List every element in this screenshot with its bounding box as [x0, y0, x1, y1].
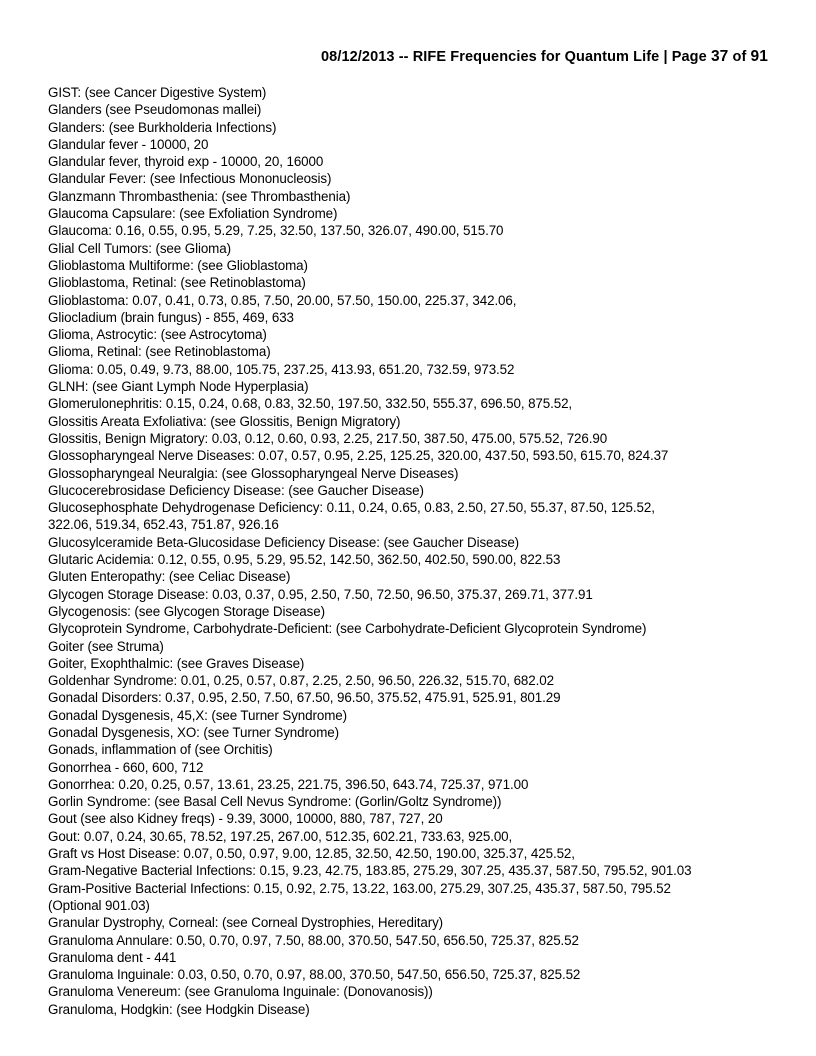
frequency-entry: [48, 759, 788, 776]
entry-line: Glandular fever - 10000, 20: [48, 136, 209, 152]
frequency-entry: [48, 482, 788, 499]
frequency-entry: [48, 620, 788, 637]
frequency-entry: [48, 586, 788, 603]
frequency-entry: [48, 292, 788, 309]
frequency-entry: [48, 343, 788, 360]
entry-line: GLNH: (see Giant Lymph Node Hyperplasia): [48, 379, 309, 395]
entry-line: Glomerulonephritis: 0.15, 0.24, 0.68, 0.83, 32.50, 197.50, 332.50, 555.37, 696.50, 875.52,: [48, 396, 573, 412]
entry-line: Gout (see also Kidney freqs) - 9.39, 3000, 10000, 880, 787, 727, 20: [48, 811, 443, 827]
frequency-entry: [48, 395, 788, 412]
entry-line: Glioma, Astrocytic: (see Astrocytoma): [48, 327, 267, 343]
entry-line: Glioblastoma: 0.07, 0.41, 0.73, 0.85, 7.50, 20.00, 57.50, 150.00, 225.37, 342.06,: [48, 292, 517, 308]
frequency-entry-list: [48, 84, 788, 1018]
entry-line: Gram-Positive Bacterial Infections: 0.15, 0.92, 2.75, 13.22, 163.00, 275.29, 307.25, 435.37, 587.50, 795.52: [48, 880, 671, 896]
frequency-entry: [48, 793, 788, 810]
frequency-entry: [48, 257, 788, 274]
entry-line: Glycoprotein Syndrome, Carbohydrate-Deficient: (see Carbohydrate-Deficient Glycoprotein Syndrome): [48, 621, 647, 637]
entry-line: Gonadal Dysgenesis, XO: (see Turner Syndrome): [48, 724, 339, 740]
frequency-entry: [48, 170, 788, 187]
frequency-entry: [48, 378, 788, 395]
entry-line: Gonadal Dysgenesis, 45,X: (see Turner Syndrome): [48, 707, 347, 723]
entry-line: Granuloma Venereum: (see Granuloma Inguinale: (Donovanosis)): [48, 984, 433, 1000]
frequency-entry: [48, 741, 788, 758]
entry-line: Glycogen Storage Disease: 0.03, 0.37, 0.95, 2.50, 7.50, 72.50, 96.50, 375.37, 269.71, 377.91: [48, 586, 593, 602]
frequency-entry: [48, 949, 788, 966]
entry-continuation-line: (Optional 901.03): [48, 897, 150, 913]
frequency-entry: [48, 205, 788, 222]
header-date: 08/12/2013: [321, 49, 395, 65]
frequency-entry: [48, 447, 788, 464]
entry-line: Glaucoma: 0.16, 0.55, 0.95, 5.29, 7.25, 32.50, 137.50, 326.07, 490.00, 515.70: [48, 223, 504, 239]
entry-line: Gonorrhea: 0.20, 0.25, 0.57, 13.61, 23.25, 221.75, 396.50, 643.74, 725.37, 971.00: [48, 776, 529, 792]
header-title: RIFE Frequencies for Quantum Life: [412, 49, 660, 65]
frequency-entry: [48, 776, 788, 793]
frequency-entry: [48, 430, 788, 447]
frequency-entry: [48, 326, 788, 343]
entry-line: Gout: 0.07, 0.24, 30.65, 78.52, 197.25, 267.00, 512.35, 602.21, 733.63, 925.00,: [48, 828, 513, 844]
entry-line: Granuloma, Hodgkin: (see Hodgkin Disease): [48, 1001, 310, 1017]
frequency-entry: [48, 638, 788, 655]
entry-line: Glanzmann Thrombasthenia: (see Thrombasthenia): [48, 188, 351, 204]
entry-line: Glucocerebrosidase Deficiency Disease: (see Gaucher Disease): [48, 482, 424, 498]
frequency-entry: [48, 689, 788, 706]
frequency-entry: [48, 84, 788, 101]
frequency-entry: [48, 188, 788, 205]
entry-line: Gorlin Syndrome: (see Basal Cell Nevus Syndrome: (Gorlin/Goltz Syndrome)): [48, 794, 502, 810]
entry-line: Granuloma Annulare: 0.50, 0.70, 0.97, 7.50, 88.00, 370.50, 547.50, 656.50, 725.37, 825.52: [48, 932, 579, 948]
entry-line: Glossopharyngeal Nerve Diseases: 0.07, 0.57, 0.95, 2.25, 125.25, 320.00, 437.50, 593.50, 615.70, 824.37: [48, 448, 669, 464]
header-separator: --: [394, 49, 413, 65]
frequency-entry: [48, 932, 788, 949]
entry-line: Glial Cell Tumors: (see Glioma): [48, 240, 231, 256]
frequency-entry: [48, 465, 788, 482]
frequency-entry: [48, 966, 788, 983]
frequency-entry: [48, 983, 788, 1000]
entry-line: GIST: (see Cancer Digestive System): [48, 85, 267, 100]
frequency-entry: [48, 724, 788, 741]
entry-line: Goldenhar Syndrome: 0.01, 0.25, 0.57, 0.87, 2.25, 2.50, 96.50, 226.32, 515.70, 682.02: [48, 673, 554, 689]
header-page-number: 37: [710, 48, 729, 65]
entry-line: Glutaric Acidemia: 0.12, 0.55, 0.95, 5.29, 95.52, 142.50, 362.50, 402.50, 590.00, 822.53: [48, 552, 561, 568]
entry-continuation-line: 322.06, 519.34, 652.43, 751.87, 926.16: [48, 517, 279, 533]
entry-line: Glandular Fever: (see Infectious Mononucleosis): [48, 171, 332, 187]
page-header: [0, 48, 768, 66]
entry-line: Glanders: (see Burkholderia Infections): [48, 119, 277, 135]
entry-line: Glossitis, Benign Migratory: 0.03, 0.12, 0.60, 0.93, 2.25, 217.50, 387.50, 475.00, 575.52, 726.90: [48, 430, 608, 446]
frequency-entry: [48, 274, 788, 291]
frequency-entry: [48, 568, 788, 585]
entry-line: Gonorrhea - 660, 600, 712: [48, 759, 204, 775]
entry-line: Gonadal Disorders: 0.37, 0.95, 2.50, 7.50, 67.50, 96.50, 375.52, 475.91, 525.91, 801.29: [48, 690, 561, 706]
frequency-entry: [48, 551, 788, 568]
entry-line: Glanders (see Pseudomonas mallei): [48, 102, 262, 118]
frequency-entry: [48, 153, 788, 170]
header-page-word: Page: [671, 49, 711, 65]
entry-line: Goiter (see Struma): [48, 638, 164, 654]
frequency-entry: [48, 101, 788, 118]
header-of-word: of: [728, 49, 751, 65]
entry-line: Granuloma dent - 441: [48, 949, 177, 965]
entry-line: Glioma, Retinal: (see Retinoblastoma): [48, 344, 271, 360]
entry-line: Glaucoma Capsulare: (see Exfoliation Syndrome): [48, 206, 338, 222]
frequency-entry: [48, 413, 788, 430]
entry-line: Glycogenosis: (see Glycogen Storage Disease): [48, 603, 325, 619]
frequency-entry: [48, 534, 788, 551]
frequency-entry: [48, 707, 788, 724]
frequency-entry: [48, 862, 788, 879]
frequency-entry: [48, 361, 788, 378]
frequency-entry: [48, 240, 788, 257]
entry-line: Granuloma Inguinale: 0.03, 0.50, 0.70, 0.97, 88.00, 370.50, 547.50, 656.50, 725.37, 825.52: [48, 967, 581, 983]
frequency-entry: [48, 655, 788, 672]
frequency-entry: [48, 119, 788, 136]
frequency-entry: [48, 309, 788, 326]
entry-line: Graft vs Host Disease: 0.07, 0.50, 0.97, 9.00, 12.85, 32.50, 42.50, 190.00, 325.37, 425.52,: [48, 846, 575, 862]
entry-line: Glandular fever, thyroid exp - 10000, 20, 16000: [48, 154, 324, 170]
frequency-entry: [48, 810, 788, 827]
entry-line: Gram-Negative Bacterial Infections: 0.15, 9.23, 42.75, 183.85, 275.29, 307.25, 435.37, 587.50, 795.52, 901.03: [48, 863, 692, 879]
frequency-entry: [48, 845, 788, 862]
frequency-entry: [48, 880, 788, 915]
entry-line: Glioblastoma Multiforme: (see Glioblastoma): [48, 257, 308, 273]
entry-line: Gliocladium (brain fungus) - 855, 469, 633: [48, 309, 294, 325]
entry-line: Gluten Enteropathy: (see Celiac Disease): [48, 569, 291, 585]
entry-line: Glioma: 0.05, 0.49, 9.73, 88.00, 105.75, 237.25, 413.93, 651.20, 732.59, 973.52: [48, 361, 515, 377]
entry-line: Glossopharyngeal Neuralgia: (see Glossopharyngeal Nerve Diseases): [48, 465, 459, 481]
frequency-entry: [48, 222, 788, 239]
entry-line: Granular Dystrophy, Corneal: (see Corneal Dystrophies, Hereditary): [48, 915, 444, 931]
entry-line: Glucosephosphate Dehydrogenase Deficiency: 0.11, 0.24, 0.65, 0.83, 2.50, 27.50, 55.37, 87.50, 125.52,: [48, 500, 655, 516]
entry-line: Glossitis Areata Exfoliativa: (see Glossitis, Benign Migratory): [48, 413, 401, 429]
frequency-entry: [48, 914, 788, 931]
header-total-pages: 91: [750, 48, 768, 65]
frequency-entry: [48, 136, 788, 153]
entry-line: Glucosylceramide Beta-Glucosidase Deficiency Disease: (see Gaucher Disease): [48, 534, 520, 550]
frequency-entry: [48, 603, 788, 620]
frequency-entry: [48, 499, 788, 534]
frequency-entry: [48, 1001, 788, 1018]
entry-line: Glioblastoma, Retinal: (see Retinoblastoma): [48, 275, 306, 291]
frequency-entry: [48, 828, 788, 845]
entry-line: Goiter, Exophthalmic: (see Graves Disease): [48, 655, 305, 671]
entry-line: Gonads, inflammation of (see Orchitis): [48, 742, 273, 758]
header-pipe: |: [659, 49, 672, 65]
frequency-entry: [48, 672, 788, 689]
